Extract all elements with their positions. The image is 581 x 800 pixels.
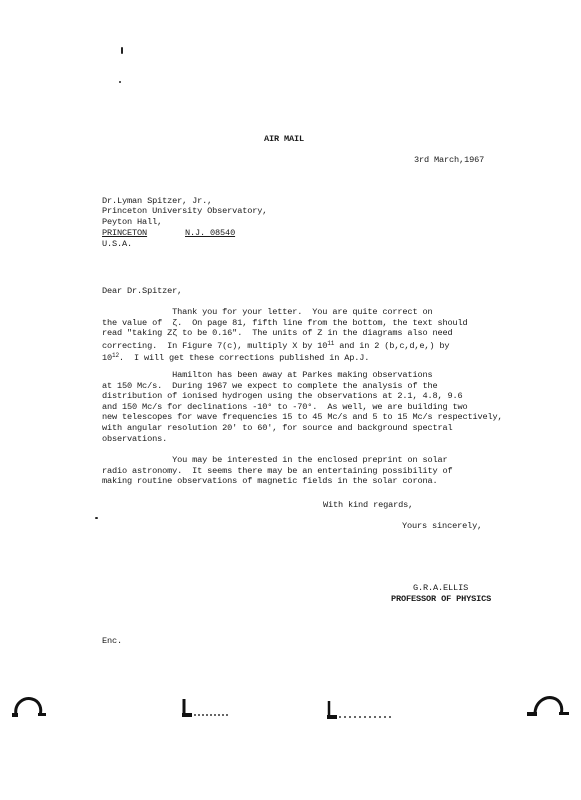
line-text: 10	[102, 353, 113, 364]
paragraph-line: and 150 Mc/s for declinations -10° to -70°. As well, we are building two	[102, 401, 468, 412]
line-text: correcting. In Figure 7(c), multiply X by 10	[102, 340, 328, 351]
airmail-label: AIR MAIL	[264, 134, 305, 144]
exponent: 12	[112, 352, 119, 360]
binding-hole-mark-icon	[525, 690, 573, 722]
paragraph-line	[102, 339, 502, 352]
signer-name: G.R.A.ELLIS	[413, 583, 469, 593]
paragraph-corrections	[102, 307, 502, 364]
paragraph-line: at 150 Mc/s. During 1967 we expect to complete the analysis of the	[102, 380, 438, 391]
scan-speck	[119, 81, 121, 83]
closing-regards: With kind regards,	[323, 500, 414, 510]
paragraph-line	[102, 351, 502, 364]
paragraph-line: with angular resolution 20' to 60', for source and background spectral	[102, 422, 453, 433]
binding-hole-mark-icon	[180, 695, 240, 723]
recipient-country: U.S.A.	[102, 239, 133, 249]
enclosure-note: Enc.	[102, 636, 123, 646]
recipient-state-zip: N.J. 08540	[185, 228, 236, 238]
paragraph-line: read "taking Zζ to be 0.16". The units of Z in the diagrams also need	[102, 328, 453, 339]
letter-date: 3rd March,1967	[414, 155, 485, 165]
recipient-city: PRINCETON	[102, 228, 148, 238]
exponent: 11	[327, 339, 335, 347]
recipient-org: Princeton University Observatory,	[102, 206, 268, 216]
paragraph-line: new telescopes for wave frequencies 15 to 45 Mc/s and 5 to 15 Mc/s respectively,	[102, 412, 503, 423]
recipient-name: Dr.Lyman Spitzer, Jr.,	[102, 196, 213, 206]
paragraph-observations	[102, 370, 502, 444]
paragraph-line: Thank you for your letter. You are quite correct on	[102, 307, 433, 317]
signer-title: PROFESSOR OF PHYSICS	[391, 594, 492, 604]
paragraph-line: distribution of ionised hydrogen using the observations at 2.1, 4.8, 9.6	[102, 391, 463, 402]
paragraph-line: making routine observations of magnetic fields in the solar corona.	[102, 476, 438, 487]
scan-speck	[95, 517, 98, 519]
binding-hole-mark-icon	[10, 693, 50, 723]
paragraph-line: the value of ζ. On page 81, fifth line from the bottom, the text should	[102, 317, 468, 328]
paragraph-preprint	[102, 455, 502, 487]
closing-sincerely: Yours sincerely,	[402, 521, 483, 531]
paragraph-line: radio astronomy. It seems there may be an entertaining possibility of	[102, 465, 453, 476]
scan-speck	[121, 47, 123, 54]
salutation: Dear Dr.Spitzer,	[102, 286, 183, 296]
recipient-building: Peyton Hall,	[102, 217, 163, 227]
paragraph-line: Hamilton has been away at Parkes making observations	[102, 370, 433, 380]
paragraph-line: You may be interested in the enclosed preprint on solar	[102, 455, 448, 465]
paragraph-line: observations.	[102, 433, 168, 444]
line-text: and in 2 (b,c,d,e,) by	[334, 340, 450, 351]
line-text: . I will get these corrections published in Ap.J.	[118, 353, 370, 364]
binding-hole-mark-icon	[325, 697, 395, 723]
